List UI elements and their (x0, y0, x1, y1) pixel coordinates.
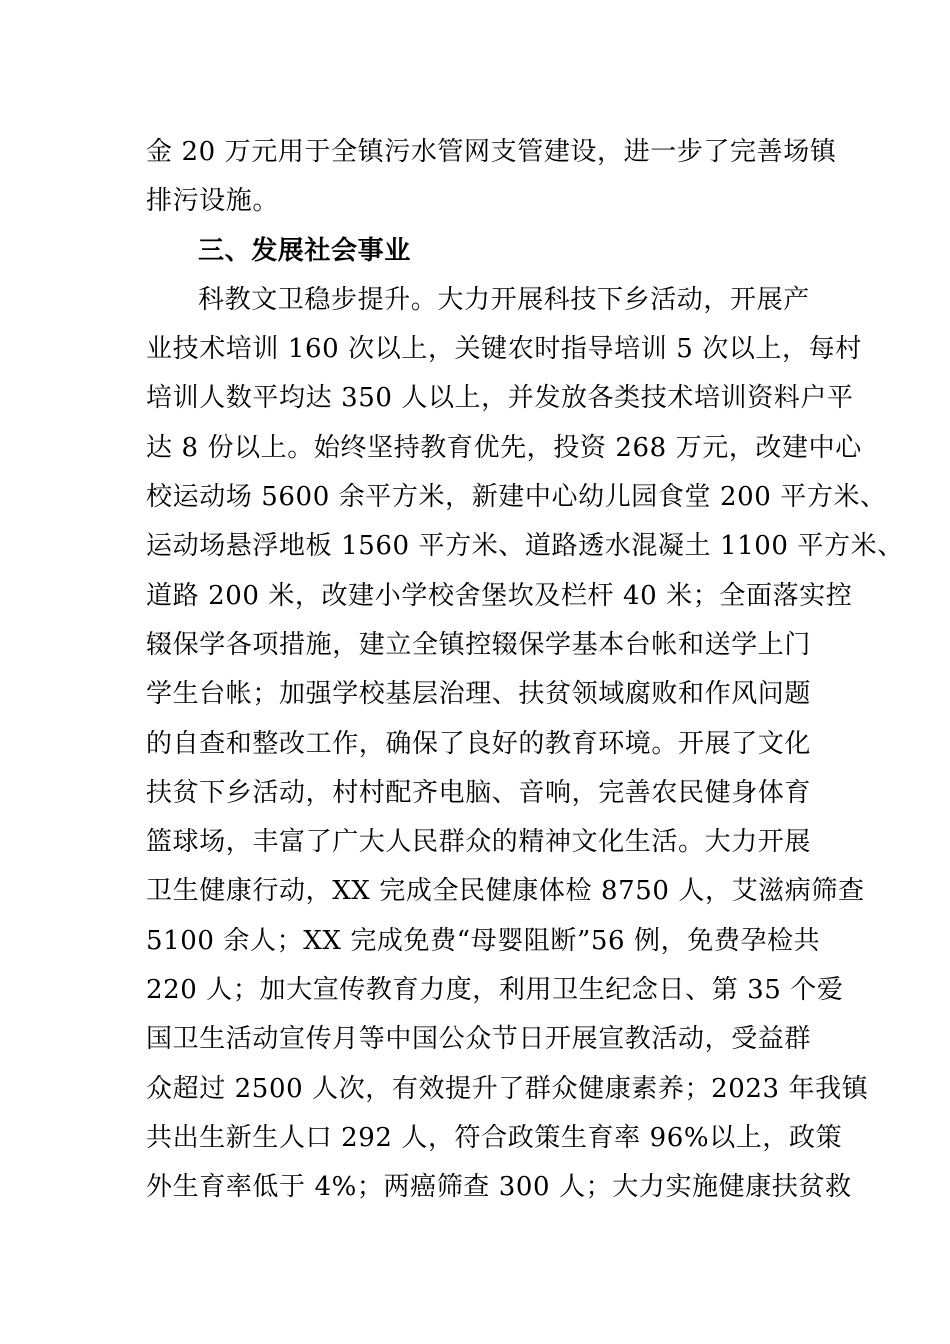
paragraph-line: 卫生健康行动，XX 完成全民健康体检 8750 人，艾滋病筛查 (146, 876, 865, 907)
paragraph-line: 运动场悬浮地板 1560 平方米、道路透水混凝土 1100 平方米、 (146, 531, 904, 562)
paragraph-line: 培训人数平均达 350 人以上，并发放各类技术培训资料户平 (146, 383, 854, 414)
paragraph-line: 学生台帐；加强学校基层治理、扶贫领域腐败和作风问题 (146, 679, 812, 710)
paragraph-line: 道路 200 米，改建小学校舍堡坎及栏杆 40 米；全面落实控 (146, 580, 853, 611)
paragraph-line: 校运动场 5600 余平方米，新建中心幼儿园食堂 200 平方米、 (146, 482, 887, 513)
paragraph-line: 众超过 2500 人次，有效提升了群众健康素养；2023 年我镇 (146, 1073, 869, 1104)
paragraph-line: 排污设施。 (146, 186, 280, 217)
paragraph-line: 外生育率低于 4%；两癌筛查 300 人；大力实施健康扶贫救 (146, 1172, 852, 1203)
paragraph-line: 的自查和整改工作，确保了良好的教育环境。开展了文化 (146, 728, 812, 759)
document-body (146, 128, 904, 1213)
paragraph-line: 国卫生活动宣传月等中国公众节日开展宣教活动，受益群 (146, 1024, 812, 1055)
paragraph-line: 篮球场，丰富了广大人民群众的精神文化生活。大力开展 (146, 827, 812, 858)
paragraph-line: 业技术培训 160 次以上，关键农时指导培训 5 次以上，每村 (146, 334, 862, 365)
paragraph-line: 金 20 万元用于全镇污水管网支管建设，进一步了完善场镇 (146, 137, 837, 167)
paragraph-line: 共出生新生人口 292 人，符合政策生育率 96%以上，政策 (146, 1122, 843, 1153)
paragraph-line: 达 8 份以上。始终坚持教育优先，投资 268 万元，改建中心 (146, 432, 862, 463)
paragraph-line: 5100 余人；XX 完成免费“母婴阻断”56 例，免费孕检共 (146, 925, 821, 956)
paragraph-line: 辍保学各项措施，建立全镇控辍保学基本台帐和送学上门 (146, 629, 812, 660)
paragraph-line: 220 人；加大宣传教育力度，利用卫生纪念日、第 35 个爱 (146, 975, 844, 1006)
paragraph-line: 科教文卫稳步提升。大力开展科技下乡活动，开展产 (198, 284, 810, 315)
paragraph-line: 扶贫下乡活动，村村配齐电脑、音响，完善农民健身体育 (146, 777, 812, 808)
section-heading: 三、发展社会事业 (198, 235, 411, 266)
